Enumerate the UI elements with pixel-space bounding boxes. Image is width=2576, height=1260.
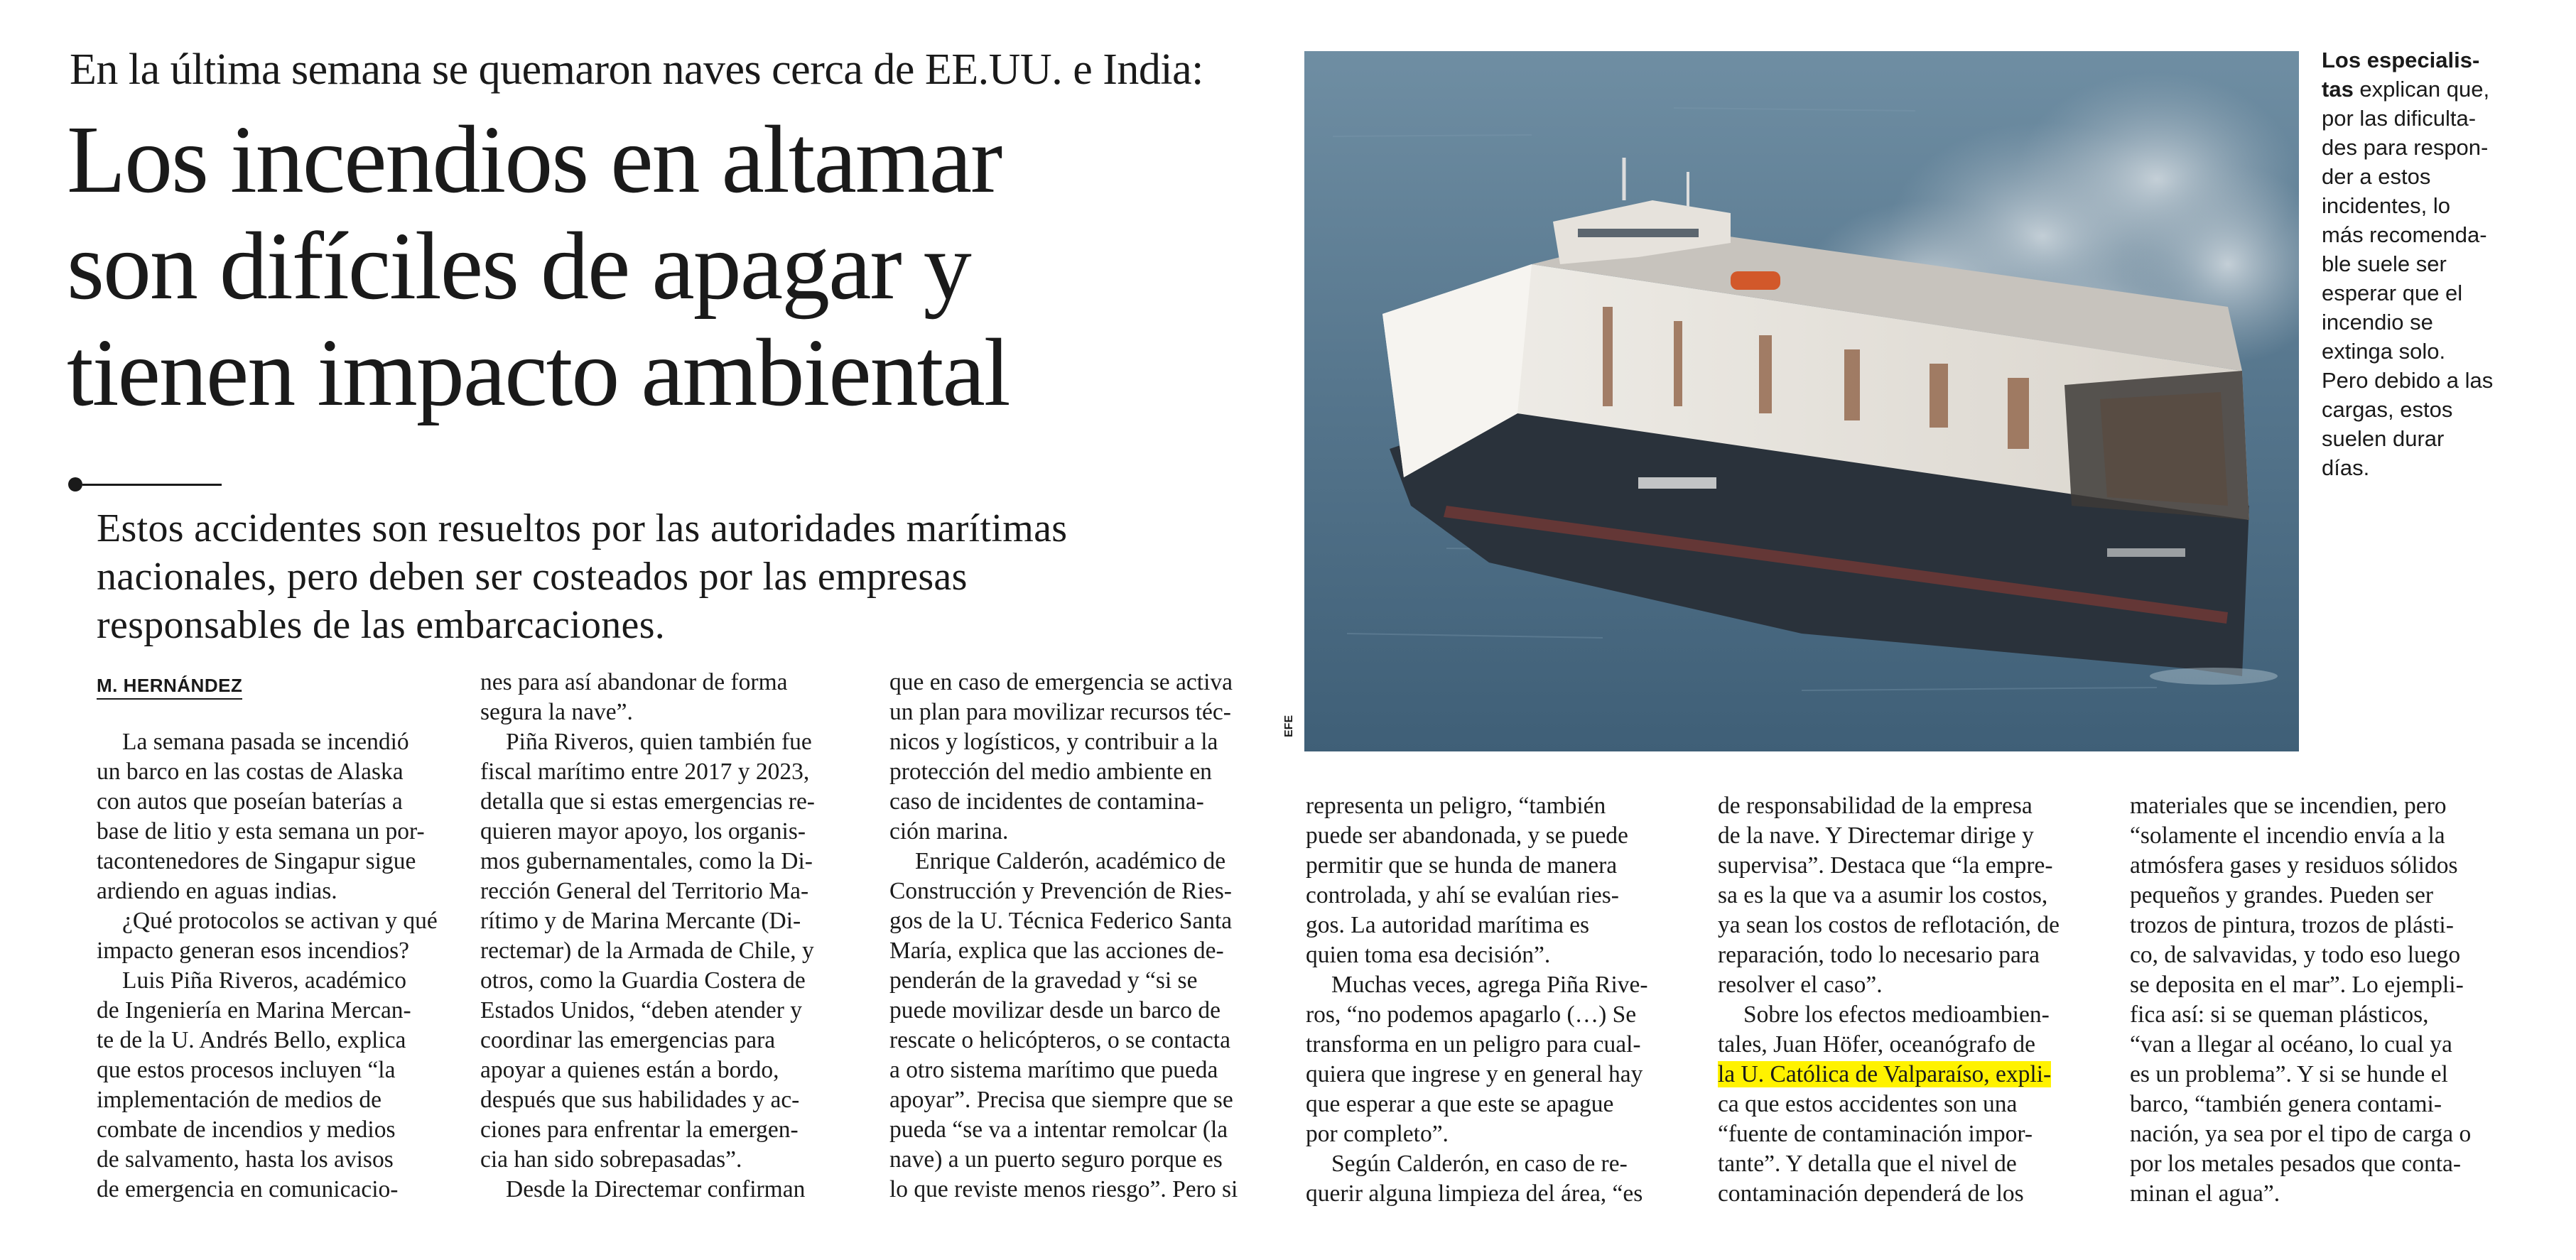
text-line: trozos de pintura, trozos de plásti- — [2130, 912, 2454, 938]
caption-line: Pero debido a las — [2322, 368, 2494, 393]
text-line: de salvamento, hasta los avisos — [97, 1146, 394, 1173]
text-line: mos gubernamentales, como la Di- — [480, 848, 813, 874]
text-line: quieren mayor apoyo, los organis- — [480, 818, 806, 844]
text-line: transforma en un peligro para cual- — [1306, 1031, 1641, 1058]
article-column-5 — [1718, 791, 2116, 1209]
text-line: ya sean los costos de reflotación, de — [1718, 912, 2060, 938]
deck-line-1: Estos accidentes son resueltos por las autoridades marítimas — [97, 506, 1068, 550]
text-line: controlada, y ahí se evalúan ries- — [1306, 882, 1619, 908]
text-line: protección del medio ambiente en — [889, 759, 1212, 785]
text-line: minan el agua”. — [2130, 1180, 2280, 1207]
text-line: un barco en las costas de Alaska — [97, 759, 404, 785]
caption-line: días. — [2322, 455, 2370, 480]
kicker: En la última semana se quemaron naves cerca de EE.UU. e India: — [70, 45, 1203, 94]
text-line: que en caso de emergencia se activa — [889, 669, 1233, 695]
caption-text: explican que, — [2353, 77, 2490, 102]
text-line: rítimo y de Marina Mercante (Di- — [480, 908, 801, 934]
text-line: Estados Unidos, “deben atender y — [480, 997, 803, 1023]
text-line: “fuente de contaminación impor- — [1718, 1121, 2033, 1147]
text-line: a otro sistema marítimo que pueda — [889, 1057, 1218, 1083]
text-line: Sobre los efectos medioambien- — [1743, 1001, 2050, 1028]
text-line: Muchas veces, agrega Piña Rive- — [1331, 972, 1648, 998]
text-line: sa es la que va a asumir los costos, — [1718, 882, 2048, 908]
text-line: reparación, todo lo necesario para — [1718, 942, 2040, 968]
caption-line: incendio se — [2322, 310, 2433, 335]
text-line: La semana pasada se incendió — [122, 729, 409, 755]
text-line: impacto generan esos incendios? — [97, 938, 409, 964]
byline: M. HERNÁNDEZ — [97, 675, 242, 700]
text-line: de responsabilidad de la empresa — [1718, 793, 2033, 819]
photo-credit: EFE — [1283, 715, 1295, 737]
text-line: fiscal marítimo entre 2017 y 2023, — [480, 759, 810, 785]
text-line: pueda “se va a intentar remolcar (la — [889, 1117, 1228, 1143]
text-line: implementación de medios de — [97, 1087, 381, 1113]
article-column-6 — [2130, 791, 2542, 1209]
text-line: resolver el caso”. — [1718, 972, 1883, 998]
text-line: gos. La autoridad marítima es — [1306, 912, 1590, 938]
headline-line-3: tienen impacto ambiental — [67, 320, 1010, 426]
caption-line: suelen durar — [2322, 426, 2445, 451]
text-line: nave) a un puerto seguro porque es — [889, 1146, 1223, 1173]
caption-lead-2: tas — [2322, 77, 2354, 102]
text-line: representa un peligro, “también — [1306, 793, 1606, 819]
ship-fire-photo — [1304, 51, 2299, 751]
caption-line: des para respon- — [2322, 135, 2489, 160]
text-line: Piña Riveros, quien también fue — [506, 729, 812, 755]
deck-line-3: responsables de las embarcaciones. — [97, 603, 666, 647]
headline — [67, 107, 1317, 426]
text-line: María, explica que las acciones de- — [889, 938, 1224, 964]
deck — [97, 504, 1304, 649]
text-line: rescate o helicópteros, o se contacta — [889, 1027, 1230, 1053]
article-column-3 — [889, 668, 1287, 1205]
text-line: barco, “también genera contami- — [2130, 1091, 2442, 1117]
caption-line: cargas, estos — [2322, 397, 2453, 422]
text-line: “solamente el incendio envía a la — [2130, 822, 2445, 849]
text-line: que estos procesos incluyen “la — [97, 1057, 396, 1083]
text-line: apoyar”. Precisa que siempre que se — [889, 1087, 1233, 1113]
text-line: nicos y logísticos, y contribuir a la — [889, 729, 1218, 755]
photo-caption — [2322, 45, 2576, 482]
deck-rule — [82, 484, 222, 486]
text-line: segura la nave”. — [480, 699, 633, 725]
text-line: tacontenedores de Singapur sigue — [97, 848, 416, 874]
article-column-4 — [1306, 791, 1704, 1209]
text-line: Según Calderón, en caso de re- — [1331, 1151, 1628, 1177]
text-line: ¿Qué protocolos se activan y qué — [122, 908, 438, 934]
text-line: detalla que si estas emergencias re- — [480, 788, 815, 815]
text-line: atmósfera gases y residuos sólidos — [2130, 852, 2458, 879]
caption-line: extinga solo. — [2322, 339, 2446, 364]
deck-bullet-icon — [68, 477, 82, 491]
text-line: fica así: si se queman plásticos, — [2130, 1001, 2429, 1028]
text-line: es un problema”. Y si se hunde el — [2130, 1061, 2448, 1087]
text-line: por los metales pesados que conta- — [2130, 1151, 2462, 1177]
text-line: por completo”. — [1306, 1121, 1449, 1147]
text-line: combate de incendios y medios — [97, 1117, 396, 1143]
headline-line-1: Los incendios en altamar — [67, 107, 1002, 213]
text-line: materiales que se incendien, pero — [2130, 793, 2447, 819]
caption-lead-1: Los especialis- — [2322, 48, 2480, 72]
text-line: cia han sido sobrepasadas”. — [480, 1146, 742, 1173]
text-line: después que sus habilidades y ac- — [480, 1087, 800, 1113]
text-line: quien toma esa decisión”. — [1306, 942, 1551, 968]
highlighted-text: la U. Católica de Valparaíso, expli- — [1718, 1061, 2052, 1087]
text-line: de la nave. Y Directemar dirige y — [1718, 822, 2034, 849]
text-line: con autos que poseían baterías a — [97, 788, 403, 815]
text-line: querir alguna limpieza del área, “es — [1306, 1180, 1643, 1207]
text-line: lo que reviste menos riesgo”. Pero si — [889, 1176, 1238, 1202]
text-line: nación, ya sea por el tipo de carga o — [2130, 1121, 2472, 1147]
text-line: gos de la U. Técnica Federico Santa — [889, 908, 1233, 934]
caption-line: incidentes, lo — [2322, 193, 2450, 218]
text-line: pequeños y grandes. Pueden ser — [2130, 882, 2434, 908]
text-line: de emergencia en comunicacio- — [97, 1176, 399, 1202]
text-line: ca que estos accidentes son una — [1718, 1091, 2018, 1117]
text-line: que esperar a que este se apague — [1306, 1091, 1614, 1117]
text-line: contaminación dependerá de los — [1718, 1180, 2024, 1207]
ship-fire-illustration — [1304, 51, 2299, 751]
text-line: co, de salvavidas, y todo eso luego — [2130, 942, 2461, 968]
text-line: base de litio y esta semana un por- — [97, 818, 425, 844]
text-line: permitir que se hunda de manera — [1306, 852, 1618, 879]
text-line: ciones para enfrentar la emergen- — [480, 1117, 799, 1143]
text-line: se deposita en el mar”. Lo ejempli- — [2130, 972, 2464, 998]
text-line: nes para así abandonar de forma — [480, 669, 788, 695]
text-line: ardiendo en aguas indias. — [97, 878, 337, 904]
text-line: apoyar a quienes están a bordo, — [480, 1057, 779, 1083]
text-line: puede movilizar desde un barco de — [889, 997, 1221, 1023]
article-column-1 — [97, 727, 494, 1205]
caption-line: más recomenda- — [2322, 222, 2487, 247]
text-line: coordinar las emergencias para — [480, 1027, 776, 1053]
text-line: supervisa”. Destaca que “la empre- — [1718, 852, 2053, 879]
text-line: quiera que ingrese y en general hay — [1306, 1061, 1643, 1087]
text-line: un plan para movilizar recursos téc- — [889, 699, 1231, 725]
text-line: tante”. Y detalla que el nivel de — [1718, 1151, 2017, 1177]
caption-line: esperar que el — [2322, 281, 2463, 305]
text-line: rección General del Territorio Ma- — [480, 878, 809, 904]
caption-line: ble suele ser — [2322, 251, 2447, 276]
text-line: “van a llegar al océano, lo cual ya — [2130, 1031, 2452, 1058]
text-line: penderán de la gravedad y “si se — [889, 967, 1198, 994]
text-line: Luis Piña Riveros, académico — [122, 967, 407, 994]
text-line: Desde la Directemar confirman — [506, 1176, 806, 1202]
text-line: puede ser abandonada, y se puede — [1306, 822, 1628, 849]
text-line: otros, como la Guardia Costera de — [480, 967, 806, 994]
text-line: ción marina. — [889, 818, 1009, 844]
caption-line: der a estos — [2322, 164, 2431, 189]
text-line: ros, “no podemos apagarlo (…) Se — [1306, 1001, 1637, 1028]
deck-line-2: nacionales, pero deben ser costeados por las empresas — [97, 555, 968, 599]
text-line: te de la U. Andrés Bello, explica — [97, 1027, 406, 1053]
caption-line: por las dificulta- — [2322, 106, 2477, 131]
text-line: tales, Juan Höfer, oceanógrafo de — [1718, 1031, 2035, 1058]
text-line: de Ingeniería en Marina Mercan- — [97, 997, 411, 1023]
text-line: rectemar) de la Armada de Chile, y — [480, 938, 814, 964]
text-line: Construcción y Prevención de Ries- — [889, 878, 1232, 904]
text-line: Enrique Calderón, académico de — [915, 848, 1226, 874]
article-column-2 — [480, 668, 878, 1205]
text-line: caso de incidentes de contamina- — [889, 788, 1204, 815]
headline-line-2: son difíciles de apagar y — [67, 213, 970, 320]
